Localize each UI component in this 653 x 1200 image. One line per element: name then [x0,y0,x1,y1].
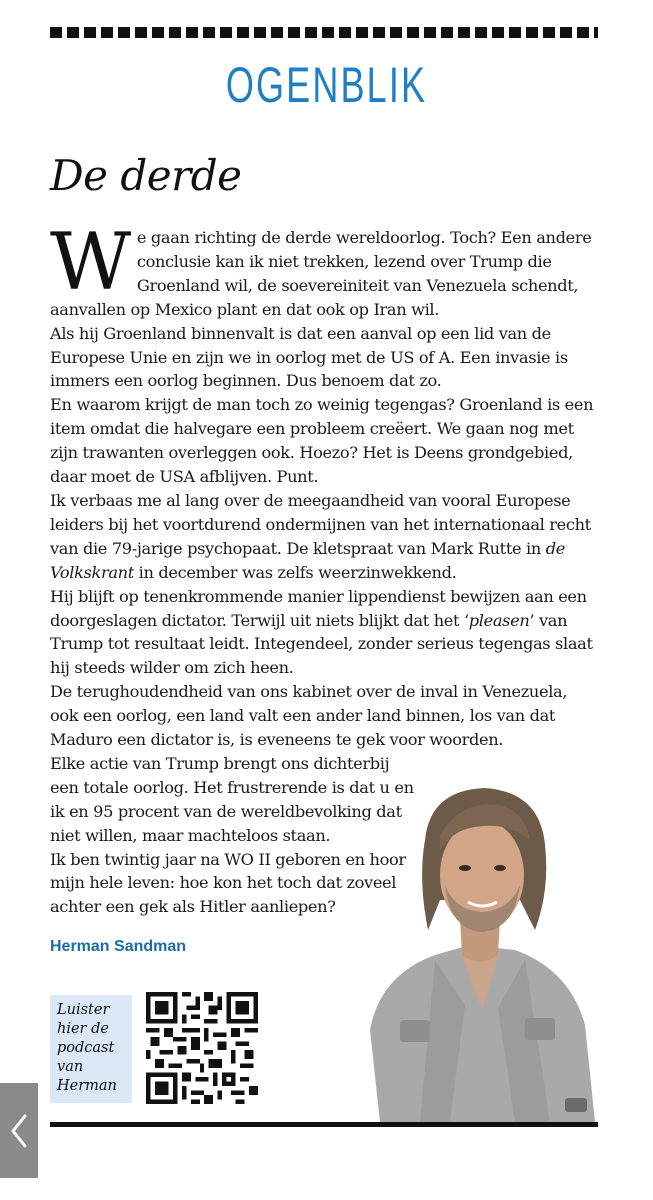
paragraph-6: De terughoudendheid van ons kabinet over de inval in Venezuela, ook een oorlog, een land valt een ander land binnen, los van dat Maduro een dictator is, is eveneens te gek voor woorden. [50,682,568,750]
author-photo [340,780,605,1122]
pleasen-word: pleasen [468,610,530,630]
author-name: Herman Sandman [50,938,187,955]
podcast-text: Luister hier de podcast van Herman [57,1002,117,1094]
paragraph-8: Ik ben twintig jaar na WO II geboren en hoor mijn hele leven: hoe kon het toch dat zoveel achter een gek als Hitler aanliepen? [50,849,406,917]
paragraph-5: Hij blijft op tenenkrommende manier lippendienst bewijzen aan een doorgeslagen dictator. Terwijl uit niets blijkt dat het ‘pleasen’ van Trump tot resultaat leidt. Integendeel, zonder serieus tegengas slaat hij steeds wilder om zich heen. [50,586,593,678]
paragraph-7: Elke actie van Trump brengt ons dichterbij een totale oorlog. Het frustrerende is dat u en ik en 95 procent van de wereldbevolking dat niet willen, maar machteloos staan. [50,753,414,845]
chevron-left-icon [9,1114,29,1148]
paragraph-3: En waarom krijgt de man toch zo weinig tegengas? Groenland is een item omdat die halvegare een probleem creëert. We gaan nog met zijn trawanten overleggen ook. Hoezo? Het is Deens grondgebied, daar moet de USA afblijven. Punt. [50,395,594,487]
paragraph-5-text: Hij blijft op tenenkrommende manier lippendienst bewijzen aan een doorgeslagen dictator. Terwijl uit niets blijkt dat het [50,586,587,630]
article-headline: De derde [50,151,242,200]
bottom-rule [50,1122,598,1127]
paragraph-4-text: Ik verbaas me al lang over de meegaandheid van vooral Europese leiders bij het voortdurend ondermijnen van het internationaal recht van die 79-jarige psychopaat. De kletspraat van Mark Rutte in [50,490,591,558]
section-title: OGENBLIK [225,57,428,113]
paragraph-1 [50,216,598,322]
podcast-box [50,995,132,1103]
paragraph-4-end: in december was zelfs weerzinwekkend. [133,562,457,582]
top-dashed-rule [50,27,598,38]
paragraph-4 [50,489,598,585]
newspaper-name: de Volkskrant [50,538,565,582]
back-button[interactable] [0,1083,38,1178]
drop-cap: W [50,216,131,308]
paragraph-1-text: e gaan richting de derde wereldoorlog. Toch? Een andere conclusie kan ik niet trekken, lezend over Trump die Groenland wil, de soevereiniteit van Venezuela schendt, aanvallen op Mexico plant en dat ook op Iran wil. [50,228,592,319]
paragraph-2: Als hij Groenland binnenvalt is dat een aanval op een lid van de Europese Unie en zijn we in oorlog met de US of A. Een invasie is immers een oorlog beginnen. Dus benoem dat zo. [50,323,568,391]
qr-code-icon[interactable] [146,992,258,1104]
paragraph-5-end: van Trump tot resultaat leidt. Integendeel, zonder serieus tegengas slaat hij steeds wilder om zich heen. [50,610,593,678]
